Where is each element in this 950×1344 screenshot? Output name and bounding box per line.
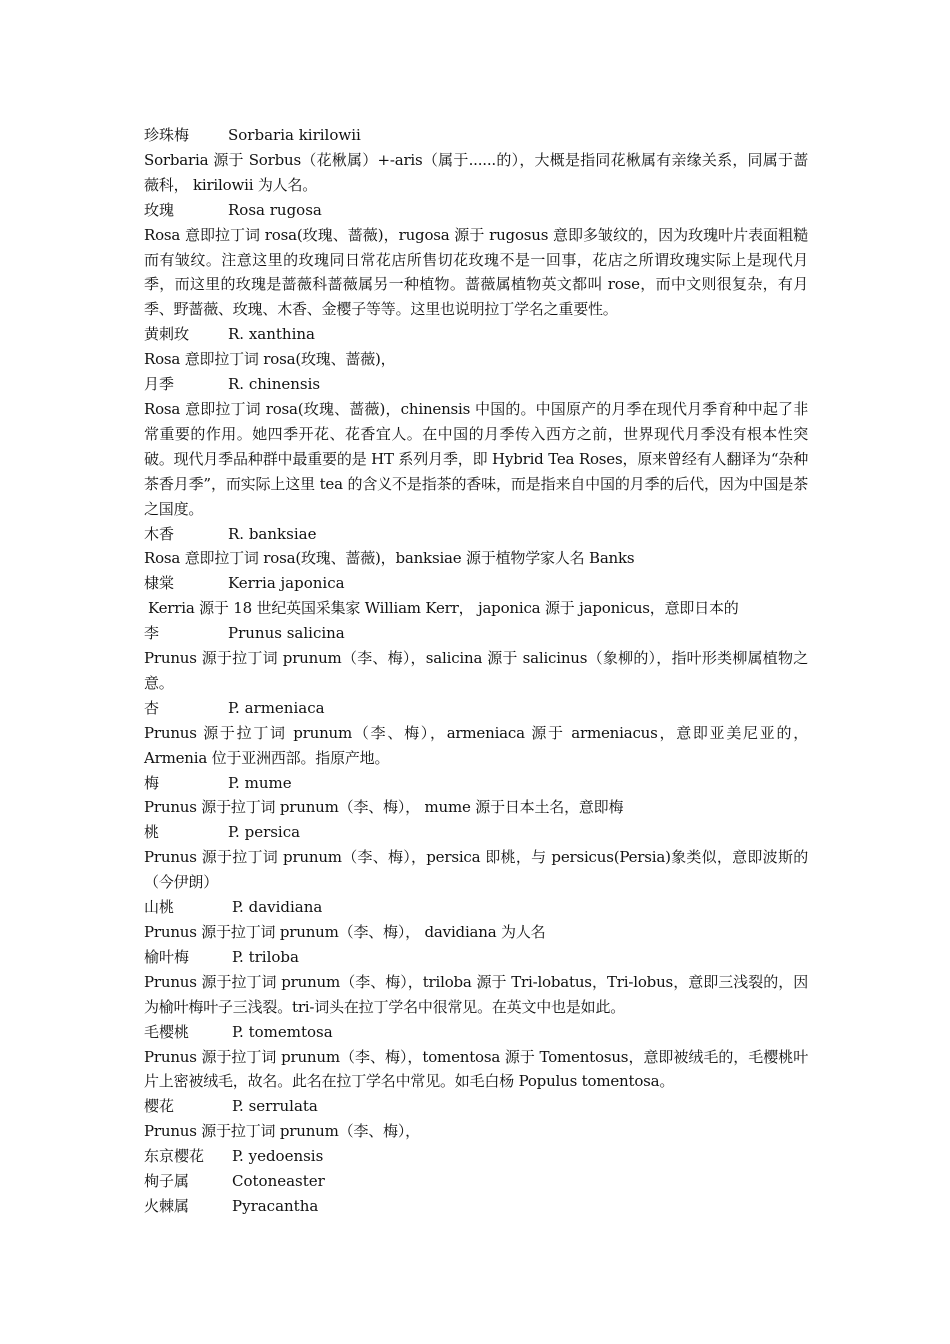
scientific-name: Prunus salicina: [228, 624, 345, 643]
entry-heading: [144, 1194, 808, 1219]
chinese-name: 月季: [144, 375, 175, 394]
entry-rosa-banksiae: [144, 522, 808, 572]
entry-description: Prunus 源于拉丁词 prunum（李、梅），: [144, 1122, 420, 1141]
chinese-name: 李: [144, 624, 160, 643]
entry-prunus-serrulata: [144, 1094, 808, 1144]
scientific-name: Rosa rugosa: [228, 200, 322, 219]
scientific-name: Pyracantha: [232, 1196, 319, 1215]
entry-description: Prunus 源于拉丁词 prunum（李、梅），persica 即桃，与 persicus(Persia)象类似，意即波斯的（今伊朗）: [144, 848, 808, 892]
chinese-name: 黄刺玫: [144, 325, 190, 344]
entry-heading: [144, 1020, 808, 1045]
entry-prunus-yedoensis: [144, 1144, 808, 1169]
scientific-name: P. armeniaca: [228, 698, 325, 717]
scientific-name: P. tomemtosa: [232, 1022, 333, 1041]
entry-heading: [144, 571, 808, 596]
entry-rosa-rugosa: [144, 198, 808, 323]
entry-description: Sorbaria 源于 Sorbus（花楸属）+-aris（属于......的），大概是指同花楸属有亲缘关系，同属于蔷薇科， kirilowii 为人名。: [144, 150, 808, 194]
chinese-name: 珍珠梅: [144, 126, 190, 144]
entry-description: Prunus 源于拉丁词 prunum（李、梅），armeniaca 源于 armeniacus，意即亚美尼亚的，Armenia 位于亚洲西部。指原产地。: [144, 723, 808, 767]
chinese-name: 杏: [144, 698, 160, 717]
entry-description: Prunus 源于拉丁词 prunum（李、梅）， mume 源于日本土名，意即梅: [144, 798, 624, 817]
entry-prunus-salicina: [144, 621, 808, 696]
entry-description: Prunus 源于拉丁词 prunum（李、梅），triloba 源于 Tri-lobatus，Tri-lobus，意即三浅裂的，因为榆叶梅叶子三浅裂。tri-词头在拉丁学名中很常见。在英文中也是如此。: [144, 972, 808, 1016]
entry-rosa-xanthina: [144, 322, 808, 372]
scientific-name: Sorbaria kirilowii: [228, 126, 361, 144]
scientific-name: P. yedoensis: [232, 1147, 324, 1166]
chinese-name: 山桃: [144, 898, 175, 917]
chinese-name: 火棘属: [144, 1196, 190, 1215]
entry-heading: [144, 372, 808, 397]
chinese-name: 木香: [144, 524, 175, 543]
entry-prunus-triloba: [144, 945, 808, 1020]
entry-prunus-tomentosa: [144, 1020, 808, 1095]
entry-description: Prunus 源于拉丁词 prunum（李、梅），tomentosa 源于 Tomentosus，意即被绒毛的，毛樱桃叶片上密被绒毛，故名。此名在拉丁学名中常见。如毛白杨 Populus tomentosa。: [144, 1047, 808, 1091]
entry-cotoneaster: [144, 1169, 808, 1194]
scientific-name: R. chinensis: [228, 375, 321, 394]
entry-description: Kerria 源于 18 世纪英国采集家 William Kerr， japonica 源于 japonicus，意即日本的: [148, 599, 739, 618]
entry-rosa-chinensis: [144, 372, 808, 521]
scientific-name: P. triloba: [232, 947, 299, 966]
entry-pyracantha: [144, 1194, 808, 1219]
entry-description: Rosa 意即拉丁词 rosa(玫瑰、蔷薇)，banksiae 源于植物学家人名 Banks: [144, 549, 635, 568]
entry-description: Rosa 意即拉丁词 rosa(玫瑰、蔷薇)，rugosa 源于 rugosus 意即多皱纹的，因为玫瑰叶片表面粗糙而有皱纹。注意这里的玫瑰同日常花店所售切花玫瑰不是一回事，花店之所谓玫瑰实际上是现代月季，而这里的玫瑰是蔷薇科蔷薇属另一种植物。蔷薇属植物英文都叫 rose，而中文则很复杂，有月季、野蔷薇、玫瑰、木香、金樱子等等。这里也说明拉丁学名之重要性。: [144, 225, 808, 319]
entry-heading: [144, 1144, 808, 1169]
document-body: [144, 123, 808, 1219]
entry-heading: [144, 522, 808, 547]
entry-heading: [144, 123, 808, 148]
chinese-name: 玫瑰: [144, 200, 175, 219]
chinese-name: 东京樱花: [144, 1147, 205, 1166]
entry-heading: [144, 820, 808, 845]
entry-description: Rosa 意即拉丁词 rosa(玫瑰、蔷薇)，: [144, 350, 396, 369]
scientific-name: P. persica: [228, 823, 301, 842]
entry-heading: [144, 771, 808, 796]
entry-heading: [144, 696, 808, 721]
chinese-name: 栒子属: [144, 1172, 190, 1191]
scientific-name: Kerria japonica: [228, 574, 345, 593]
entry-heading: [144, 945, 808, 970]
chinese-name: 梅: [144, 773, 160, 792]
chinese-name: 樱花: [144, 1097, 175, 1116]
scientific-name: P. davidiana: [232, 898, 323, 917]
scientific-name: R. xanthina: [228, 325, 315, 344]
scientific-name: P. mume: [228, 773, 292, 792]
scientific-name: P. serrulata: [232, 1097, 318, 1116]
scientific-name: Cotoneaster: [232, 1172, 325, 1191]
entry-description: Prunus 源于拉丁词 prunum（李、梅），salicina 源于 salicinus（象柳的），指叶形类柳属植物之意。: [144, 649, 808, 692]
entry-heading: [144, 1094, 808, 1119]
entry-heading: [144, 895, 808, 920]
chinese-name: 毛樱桃: [144, 1022, 190, 1041]
entry-prunus-mume: [144, 771, 808, 821]
chinese-name: 桃: [144, 823, 160, 842]
chinese-name: 棣棠: [144, 574, 175, 593]
entry-heading: [144, 198, 808, 223]
entry-description: Prunus 源于拉丁词 prunum（李、梅）， davidiana 为人名: [144, 923, 546, 941]
scientific-name: R. banksiae: [228, 524, 317, 543]
entry-prunus-davidiana: [144, 895, 808, 945]
entry-heading: [144, 1169, 808, 1194]
entry-sorbaria: [144, 123, 808, 198]
chinese-name: 榆叶梅: [144, 947, 190, 966]
entry-heading: [144, 621, 808, 646]
entry-heading: [144, 322, 808, 347]
entry-description: Rosa 意即拉丁词 rosa(玫瑰、蔷薇)，chinensis 中国的。中国原产的月季在现代月季育种中起了非常重要的作用。她四季开花、花香宜人。在中国的月季传入西方之前，世界现代月季没有根本性突破。现代月季品种群中最重要的是 HT 系列月季，即 Hybrid Tea Roses，原来曾经有人翻译为“杂种茶香月季”，而实际上这里 tea 的含义不是指茶的香味，而是指来自中国的月季的后代，因为中国是茶之国度。: [144, 399, 808, 518]
entry-kerria: [144, 571, 808, 621]
entry-prunus-armeniaca: [144, 696, 808, 771]
entry-prunus-persica: [144, 820, 808, 895]
